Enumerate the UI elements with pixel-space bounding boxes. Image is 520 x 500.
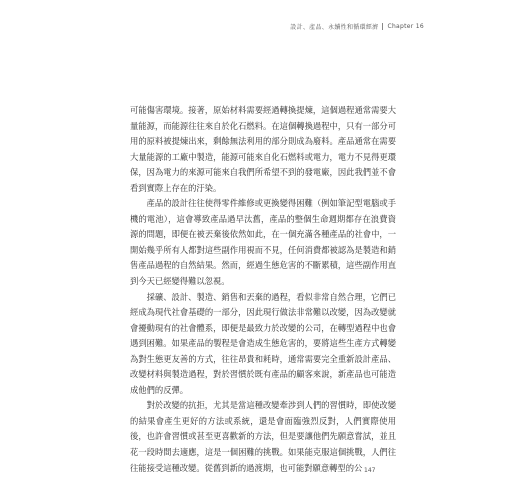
paragraph: 可能傷害環境。接著，原始材料需要經過轉換提煉，這個過程通常需要大量能源，而能源往往來自於化石燃料。在這個轉換過程中，只有一部分可用的原料被提煉出來，剩餘無法利用的部分則成為廢料。產品通常在需要大量能源的工廠中製造，能源可能來自化石燃料或電力，電力不見得更環保，因為電力的來源可能來自我們所希望不到的發電廠，因此我們並不會看到實際上存在的汙染。: [130, 105, 396, 193]
header-divider: [382, 23, 383, 30]
section-title: 設計、產品、永續性和循環經濟: [290, 24, 379, 31]
running-header: [290, 22, 424, 31]
chapter-label: Chapter 16: [387, 23, 424, 30]
paragraph: 對於改變的抗拒，尤其是當這種改變牽涉到人們的習慣時，即使改變的結果會產生更好的方法或系統，還是會面臨強烈反對，人們實際使用後，也許會習慣或甚至更喜歡新的方法，但是要讓他們先願意嘗試，並且花一段時間去適應，這是一個困難的挑戰。如果能克服這個挑戰，人們往往能接受這種改變。從舊到新的過渡期，也可能對願意轉型的公: [130, 400, 396, 473]
paragraph: 採礦、設計、製造、銷售和丟棄的過程，看似非常自然合理，它們已經成為現代社會基礎的一部分，因此現行做法非常難以改變，因為改變就會擾動現有的社會體系，即便是最致力於改變的公司，在轉型過程中也會遇到困難。如果產品的製程是會造成生態危害的，要將這些生產方式轉變為對生態更友善的方式，往往昂貴和耗時，通常需要完全重新設計產品、改變材料與製造過程，對於習慣於既有產品的顧客來說，新產品也可能造成他們的反彈。: [130, 291, 396, 395]
body-text: [130, 103, 396, 476]
page-number: 147: [364, 467, 376, 474]
paragraph: 產品的設計往往使得零件維修或更換變得困難（例如筆記型電腦或手機的電池），這會導致產品過早汰舊，產品的整個生命週期都存在浪費資源的問題，即便在被丟棄後依然如此，在一個充滿各種產品的社會中，一開始幾乎所有人都對這些副作用視而不見，任何消費都被認為是製造和銷售產品過程的自然結果。然而，經過生態危害的不斷累積，這些副作用直到今天已經變得難以忽視。: [130, 198, 396, 287]
